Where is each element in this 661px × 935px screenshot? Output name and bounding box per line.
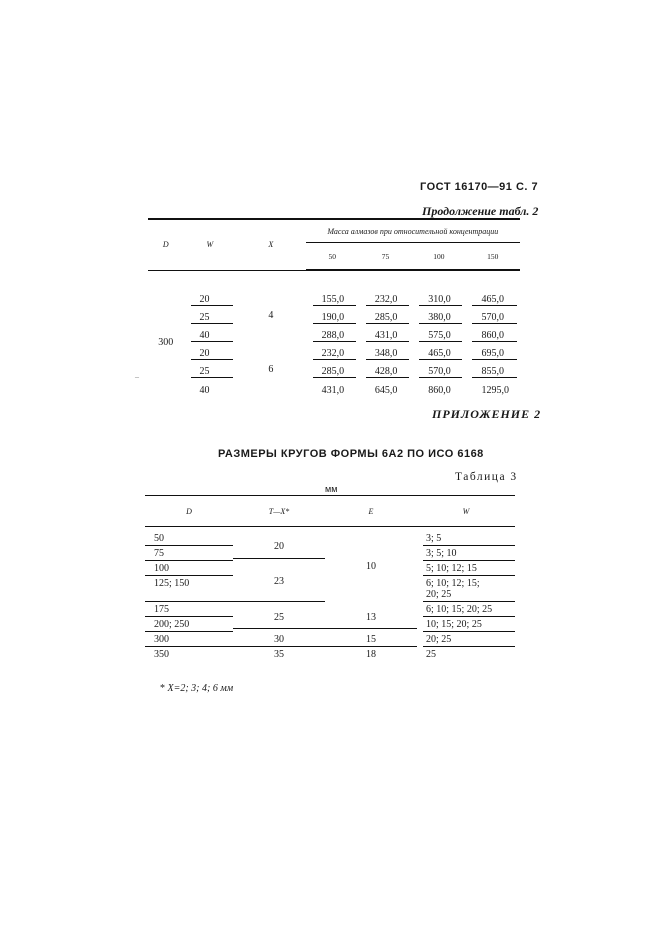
mass-cell: 285,0 [313, 366, 356, 378]
w-cell: 40 [191, 330, 234, 342]
table-row [148, 325, 520, 343]
col-w-header: W [184, 219, 237, 270]
mass-cell: 570,0 [419, 366, 462, 378]
table-row [148, 361, 520, 379]
w-cell: 5; 10; 12; 15 [423, 561, 515, 576]
tx-cell: 25 [233, 606, 325, 629]
col-x-header: X [236, 219, 306, 270]
mass-cell: 855,0 [472, 366, 517, 378]
table-row [148, 307, 520, 325]
mass-cell: 232,0 [313, 348, 356, 360]
conc-150-header: 150 [465, 243, 520, 271]
d-cell: 175 [145, 602, 233, 617]
conc-50-header: 50 [306, 243, 359, 271]
table-continuation-label: Продолжение табл. 2 [422, 204, 539, 218]
footnote [160, 683, 233, 694]
d-value: 300 [158, 337, 174, 348]
mass-cell: 1295,0 [481, 385, 509, 396]
w-cell: 25 [426, 649, 436, 660]
mass-cell: 285,0 [366, 312, 409, 324]
col-tx-header: T—X* [233, 496, 325, 527]
col-w-header: W [417, 496, 515, 527]
tx-cell: 23 [233, 562, 325, 602]
footnote-star: * [160, 683, 165, 694]
x-value: 4 [268, 310, 274, 321]
e-cell: 15 [325, 632, 417, 647]
tx-cell: 20 [233, 533, 325, 559]
table-2-continuation [148, 218, 520, 397]
w-cell: 3; 5; 10 [423, 546, 515, 561]
tx-cell: 35 [274, 649, 284, 660]
margin-mark: – [135, 372, 139, 381]
d-cell: 125; 150 [145, 576, 233, 602]
w-cell [423, 576, 515, 602]
mass-cell: 465,0 [419, 348, 462, 360]
table-row [148, 343, 520, 361]
section-title: РАЗМЕРЫ КРУГОВ ФОРМЫ 6А2 ПО ИСО 6168 [218, 448, 484, 460]
mass-cell: 465,0 [472, 294, 517, 306]
e-cell: 10 [366, 561, 376, 572]
mass-cell: 348,0 [366, 348, 409, 360]
table-row [145, 602, 515, 617]
d-cell: 75 [145, 546, 233, 561]
e-cell: 13 [325, 606, 417, 629]
table-row [148, 379, 520, 397]
col-d-header: D [148, 219, 184, 270]
table-row [145, 647, 515, 661]
d-cell: 200; 250 [145, 617, 233, 632]
w-cell: 25 [191, 312, 234, 324]
mass-header: Масса алмазов при относительной концентрации [306, 219, 520, 243]
appendix-label: ПРИЛОЖЕНИЕ 2 [432, 407, 542, 421]
d-cell: 50 [145, 531, 233, 546]
mass-cell: 695,0 [472, 348, 517, 360]
mass-cell: 288,0 [313, 330, 356, 342]
x-value: 6 [268, 364, 274, 375]
d-cell: 100 [145, 561, 233, 576]
mass-cell: 575,0 [419, 330, 462, 342]
table-row [145, 531, 515, 546]
table-row [145, 632, 515, 647]
mass-cell: 380,0 [419, 312, 462, 324]
e-cell: 18 [366, 649, 376, 660]
col-e-header: E [325, 496, 417, 527]
mass-cell: 860,0 [428, 385, 451, 396]
page-header: ГОСТ 16170—91 С. 7 [420, 181, 539, 193]
mass-cell: 431,0 [366, 330, 409, 342]
conc-100-header: 100 [412, 243, 465, 271]
conc-75-header: 75 [359, 243, 412, 271]
w-cell: 20 [191, 348, 234, 360]
footnote-formula: X=2; 3; 4; 6 мм [167, 683, 234, 694]
mass-cell: 860,0 [472, 330, 517, 342]
w-cell: 40 [199, 385, 210, 396]
w-cell: 20; 25 [423, 632, 515, 647]
units-label: мм [325, 484, 338, 494]
d-cell: 350 [154, 649, 169, 660]
table-3-label: Таблица 3 [455, 471, 518, 483]
mass-cell: 155,0 [313, 294, 356, 306]
mass-cell: 232,0 [366, 294, 409, 306]
w-cell: 20 [191, 294, 234, 306]
mass-cell: 645,0 [374, 385, 398, 396]
w-cell: 6; 10; 15; 20; 25 [423, 602, 515, 617]
w-cell: 3; 5 [423, 531, 515, 546]
table-row [148, 289, 520, 307]
w-cell-line: 6; 10; 12; 15; [426, 578, 480, 589]
w-cell-line: 20; 25 [426, 589, 452, 600]
mass-cell: 310,0 [419, 294, 462, 306]
mass-cell: 190,0 [313, 312, 356, 324]
mass-cell: 431,0 [321, 385, 345, 396]
mass-cell: 570,0 [472, 312, 517, 324]
tx-cell: 30 [233, 632, 325, 647]
w-cell: 25 [191, 366, 234, 378]
table-3 [145, 495, 515, 661]
w-cell: 10; 15; 20; 25 [423, 617, 515, 632]
col-d-header: D [145, 496, 233, 527]
d-cell: 300 [145, 632, 233, 647]
mass-cell: 428,0 [366, 366, 409, 378]
